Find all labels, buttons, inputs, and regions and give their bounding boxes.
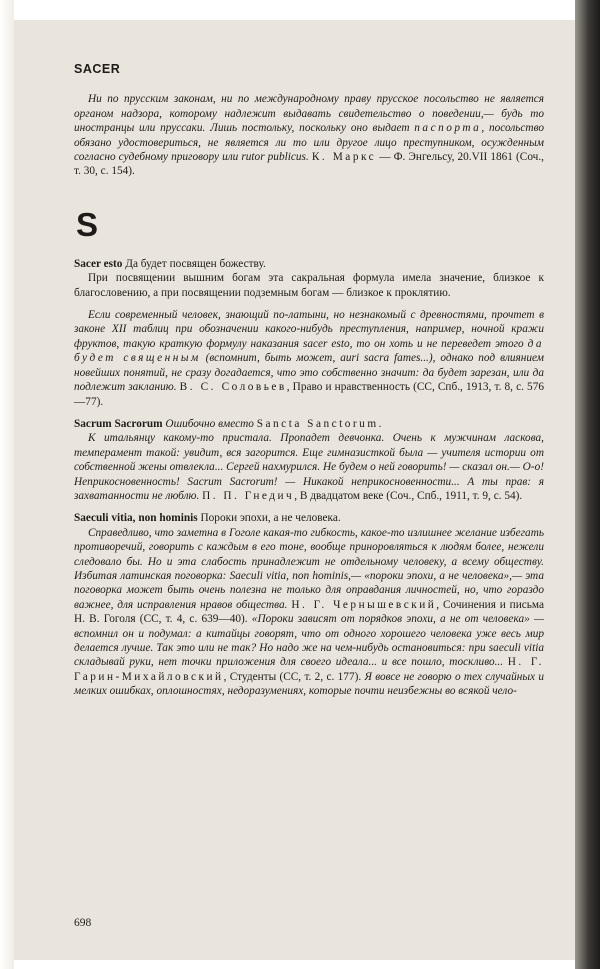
sacer-quote-author: К. Маркс [311,151,377,164]
note-sacrum-sacrorum: Ошибочно вместо [162,417,257,430]
sacer-quote-text-b: , посольство обязано удостовериться, не является ли то или другое лицо преступником, осужденным согласно судебному приговору или rutor publicus. [74,122,544,164]
quote-saeculi-vitia [74,526,544,699]
page-left-margin [0,0,14,969]
entry-saeculi-vitia [74,511,544,525]
headword-sacrum-sacrorum: Sacrum Sacrorum [74,417,163,430]
sacer-quote-spaced: паспорта [414,122,482,135]
quote-sacer-esto-author: В. С. Соловьев [179,381,287,394]
quote-saeculi-vitia-author-1: Н. Г. Чернышевский [291,598,437,611]
explanation-sacer-esto: При посвящении вышним богам эта сакральная формула имела значение, близкое к благословению, а при посвящении подземным богам — близкое к проклятию. [74,272,544,299]
sacer-quote-source: — Ф. Энгельсу, 20.VII 1861 (Соч., т. 30, с. 154). [74,151,545,178]
page-content [74,62,544,699]
quote-saeculi-vitia-2: «Пороки зависят от порядков эпохи, а не от человека» — вспомнил он и подумал: а китайцы говорят, что от одного хорошего человека уже весь мир делается лучше. Так это или не так? Но надо же на чем-нибудь остановиться: при saeculi vitia складывай руки, нет точки приложения для своего идеала... и все пошло, тоскливо... [74,613,544,669]
entry-sacer-esto [74,257,544,271]
quote-sacrum-sacrorum [74,431,544,503]
section-letter: S [76,205,99,243]
quote-saeculi-vitia-1: Справедливо, что заметна в Гоголе какая-то гибкость, какое-то излишнее желание избегать противоречий, говорить с каждым в его тоне, вообще приноровляться к людям более, нежели следовало бы. Но и эта слабость принадлежит не отдельному человеку, а всему обществу. Избитая латинская поговорка: Saeculi vitia, non hominis,— «пороки эпохи, а не человека»,— эта поговорка может быть очень полезна не только для оправдания личностей, но, что гораздо важнее, для исправления нравов общества. [74,526,544,611]
quote-saeculi-vitia-source-2: , Студенты (СС, т. 2, с. 177). [223,670,362,683]
correct-form-sacrum-sacrorum: Sancta Sanctorum [256,417,379,430]
quote-sacer-esto-a: Если современный человек, знающий по-латыни, но незнакомый с древностями, прочтет в законе XII таблиц при обозначении какого-нибудь преступления, например, ночной кражи фруктов, такую краткую формулу наказания sacer esto, то он хоть и не переведет этого [74,309,544,350]
book-spine-shadow [575,0,600,969]
quote-sacer-esto-spaced: да будет священным [74,337,544,365]
translation-sacer-esto: Да будет посвящен божеству. [122,257,266,270]
quote-sacer-esto-b: (вспомнит, быть может, auri sacra fames...), однако под влиянием новейших понятий, не сразу догадается, что это собственно значит: да будет зарезан, или да подлежит закланию. [74,352,544,394]
quote-saeculi-vitia-author-2: Н. Г. Гарин-Михайловский [74,656,544,683]
entry-sacrum-sacrorum [74,417,544,431]
running-head: SACER [74,62,121,76]
headword-sacer-esto: Sacer esto [74,257,123,270]
translation-saeculi-vitia: Пороки эпохи, а не человека. [197,512,341,525]
page-number: 698 [74,917,92,929]
quote-sacrum-sacrorum-text: К итальянцу какому-то пристала. Пропадет девчонка. Очень к мужчинам ласкова, темперамент такой: увидит, вся загорится. Еще гимназисткой была — учителя истории от собственной жены отвлекла... Сергей нахмурился. Не будем о ней говорить! — сказал он.— О-о! Неприкосновенность! Sacrum Sacrorum! — Никакой неприкосновенности... А ты прав: я захватанности не люблю. [74,432,544,502]
quote-sacer-esto [74,308,544,409]
headword-saeculi-vitia: Saeculi vitia, non hominis [74,512,198,525]
note-end-sacrum-sacrorum: . [378,417,382,430]
sacer-quote-text-a: Ни по прусским законам, ни по международному праву прусское посольство не является органом надзора, которому надлежит выдавать свидетельство о поведении,— будь то иностранцы или пруссаки. Лишь постольку, поскольку оно выдает [74,93,544,135]
quote-saeculi-vitia-source-1: , Сочинения и письма Н. В. Гоголя (СС, т. 4, с. 639—40). [74,598,544,626]
quote-saeculi-vitia-3: Я вовсе не говорю о тех случайных и мелких ошибках, оплошностях, недоразумениях, которые почти неизбежны во всякой чело- [74,670,545,698]
quote-sacrum-sacrorum-author: П. П. Гнедич [202,489,295,502]
quote-sacrum-sacrorum-source: , В двадцатом веке (Соч., Спб., 1911, т. 9, с. 54). [294,489,523,502]
sacer-quote [74,92,544,178]
quote-sacer-esto-source: , Право и нравственность (СС, Спб., 1913, т. 8, с. 576—77). [74,381,544,408]
